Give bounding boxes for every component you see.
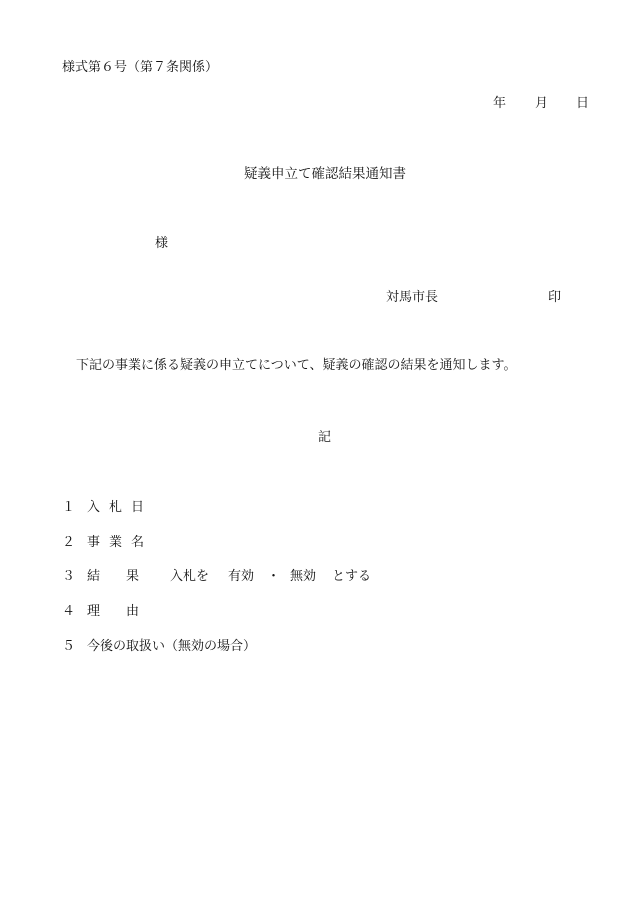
item-label: 今後の取扱い（無効の場合） — [87, 639, 257, 654]
item-number: ４ — [62, 604, 76, 619]
item-number: ２ — [62, 535, 76, 550]
item-label: 事業名 — [87, 535, 154, 550]
item-label: 入札日 — [87, 500, 154, 515]
result-invalid-option: 無効 — [290, 569, 317, 584]
date-month-label: 月 — [535, 96, 549, 111]
date-day-label: 日 — [576, 96, 590, 111]
form-number: 様式第６号（第７条関係） — [62, 60, 219, 75]
ki-heading: 記 — [318, 430, 332, 445]
addressee-suffix: 様 — [155, 236, 169, 251]
item-number: ３ — [62, 569, 76, 584]
result-suffix: とする — [332, 569, 372, 584]
item-label: 理由 — [87, 604, 166, 619]
issuer-name: 対馬市長 — [386, 290, 439, 305]
body-text: 下記の事業に係る疑義の申立てについて、疑義の確認の結果を通知します。 — [76, 358, 517, 373]
result-prefix: 入札を — [170, 569, 210, 584]
result-separator: ・ — [267, 569, 281, 584]
seal-mark: 印 — [548, 290, 562, 305]
item-label: 結果 — [87, 569, 166, 584]
result-valid-option: 有効 — [228, 569, 255, 584]
date-year-label: 年 — [493, 96, 507, 111]
item-number: ５ — [62, 639, 76, 654]
item-number: １ — [62, 500, 76, 515]
document-title: 疑義申立て確認結果通知書 — [244, 166, 406, 182]
